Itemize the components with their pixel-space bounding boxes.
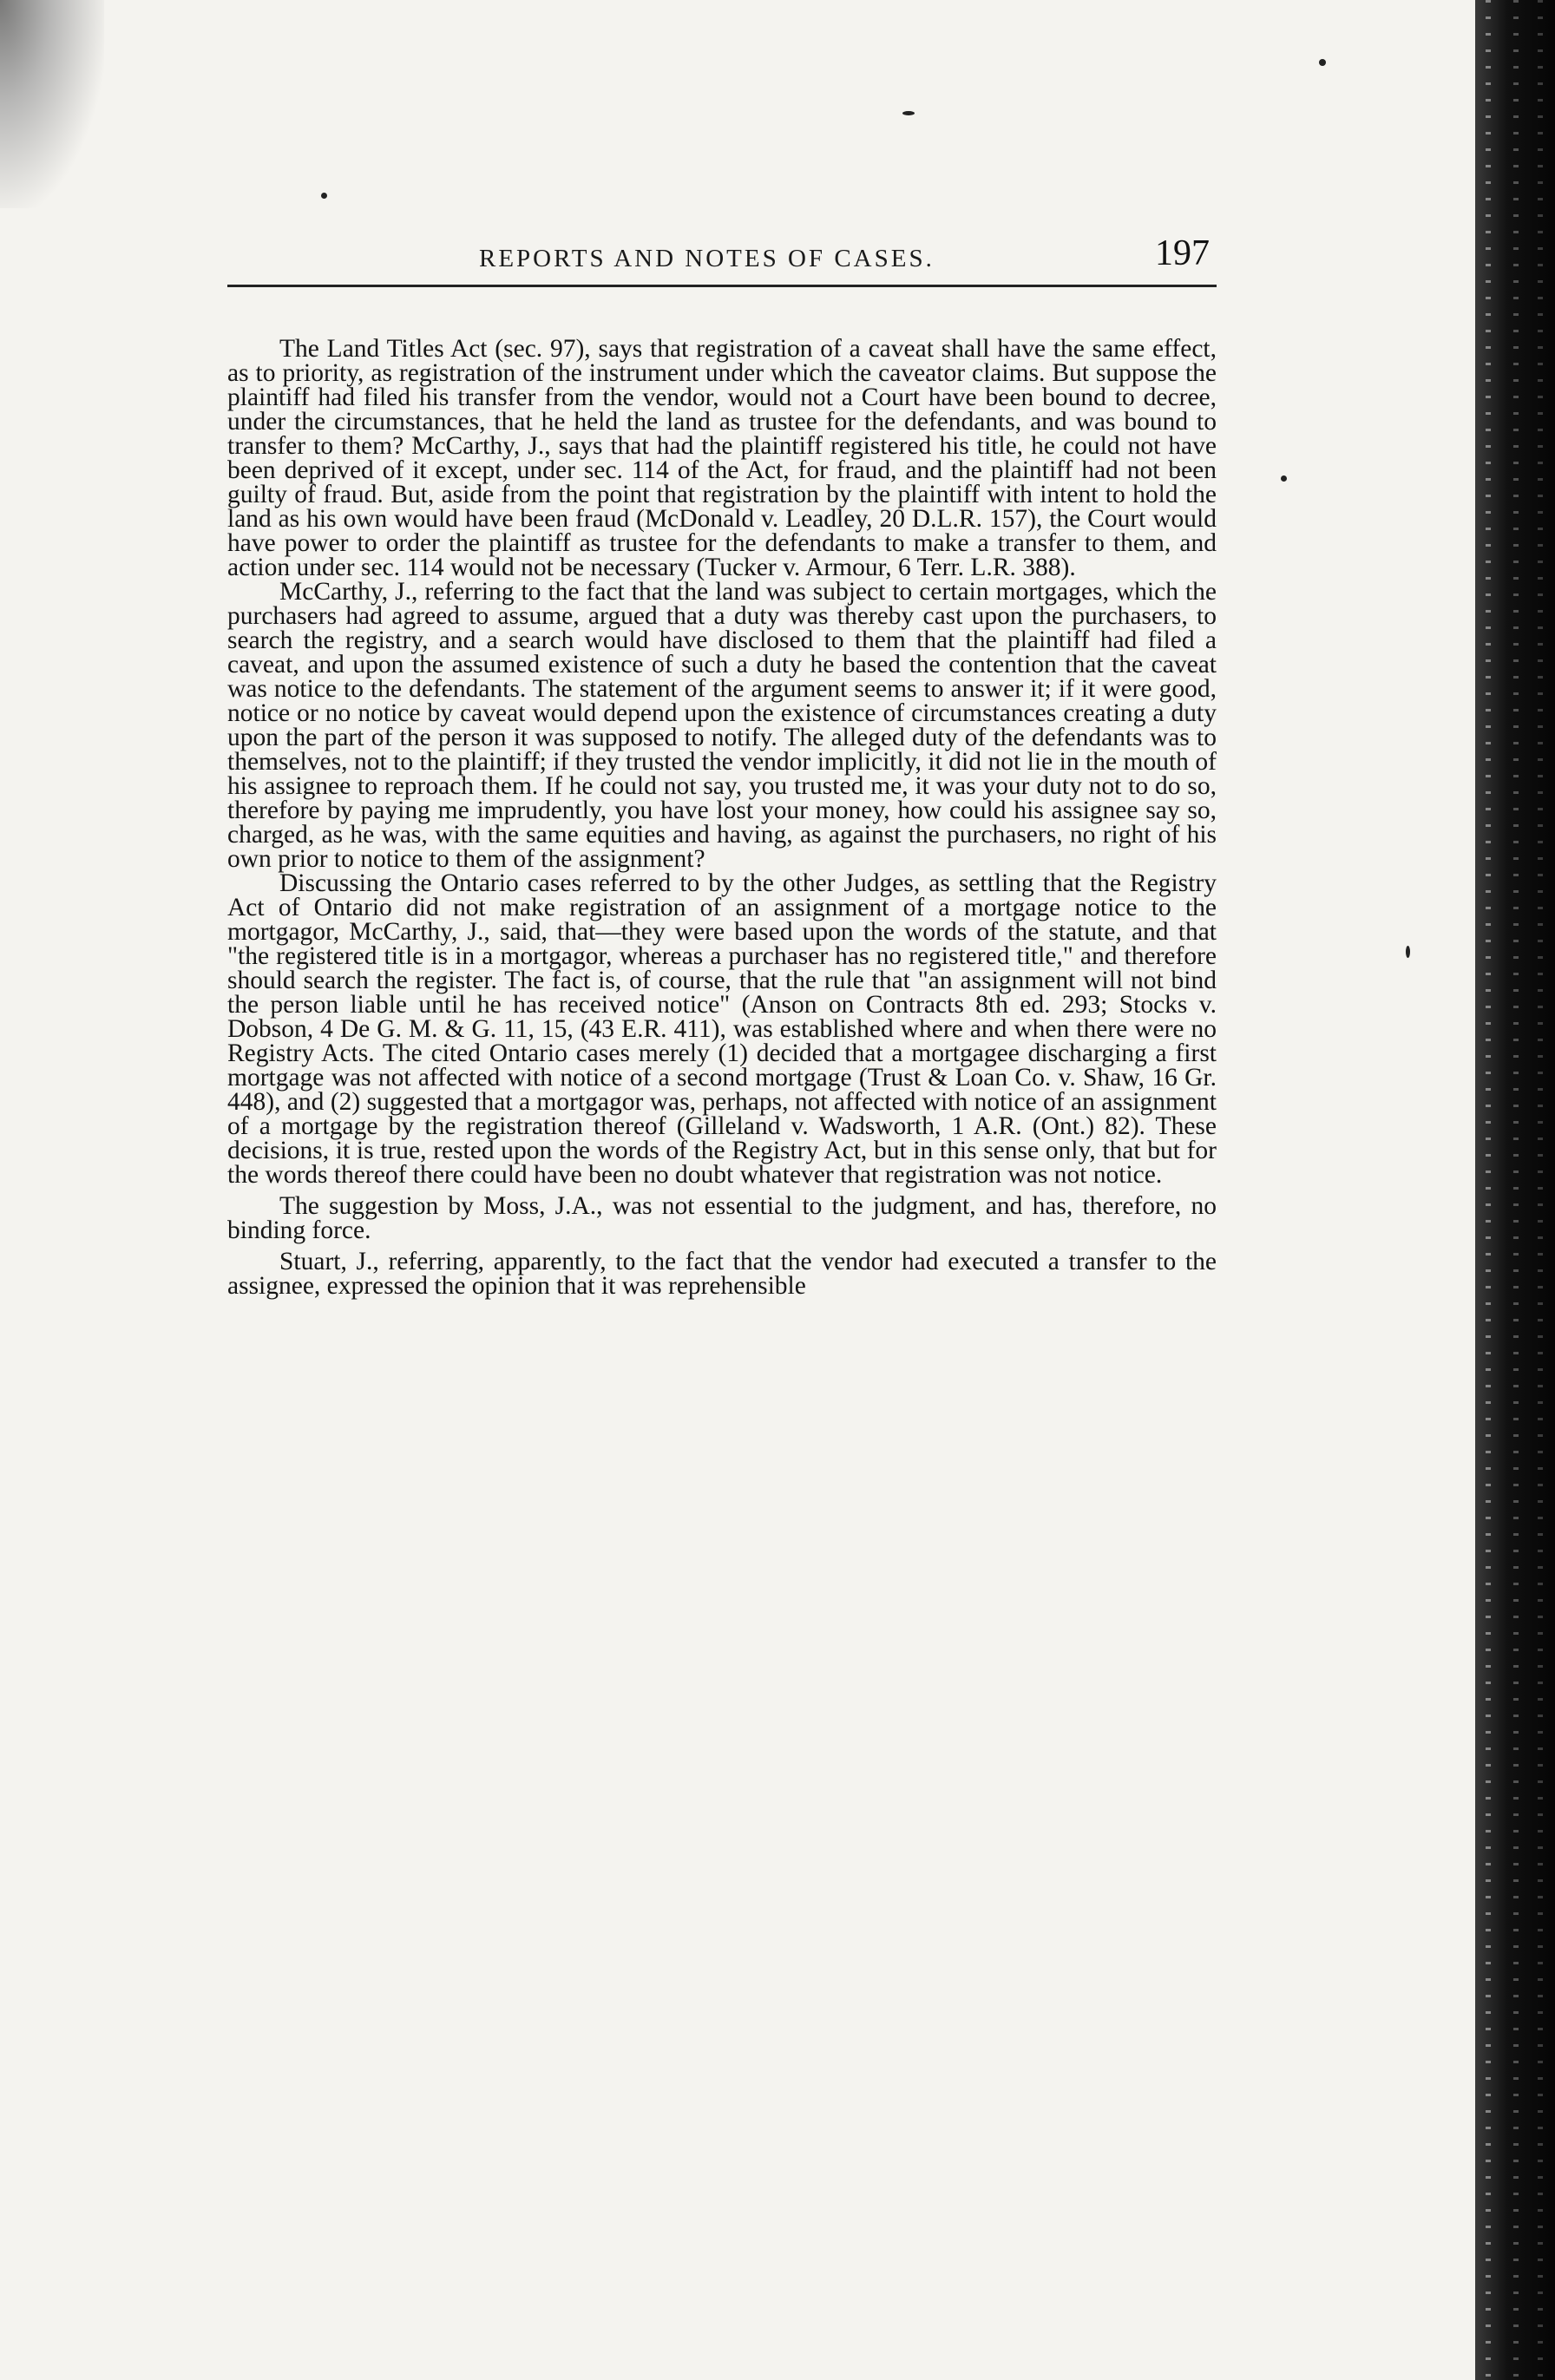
page-number: 197 — [1155, 233, 1210, 273]
scan-edge-speckle — [1486, 0, 1491, 2380]
scan-edge-speckle — [1513, 0, 1519, 2380]
dust-speck — [1406, 946, 1410, 958]
running-title: REPORTS AND NOTES OF CASES. — [479, 245, 935, 272]
body-text — [227, 337, 1217, 1298]
scan-edge-speckle — [1538, 0, 1543, 2380]
paragraph-moss-suggestion: The suggestion by Moss, J.A., was not essential to the judgment, and has, therefore, no binding force. — [227, 1192, 1217, 1244]
dust-speck — [902, 111, 915, 115]
scan-corner-shadow — [0, 0, 104, 208]
dust-speck — [1281, 475, 1287, 482]
dust-speck — [1319, 59, 1326, 66]
running-head — [227, 233, 1217, 287]
paragraph-ontario-cases: Discussing the Ontario cases referred to by the other Judges, as settling that the Registry Act of Ontario did not make registration of an assignment of a mortgage notice to the mortgagor, McCarthy, J., said, that—they were based upon the words of the statute, and that "the registered title is in a mortgagor, whereas a purchaser has no registered title," and therefore should search the register. The fact is, of course, that the rule that "an assignment will not bind the person liable until he has received notice" (Anson on Contracts 8th ed. 293; Stocks v. Dobson, 4 De G. M. & G. 11, 15, (43 E.R. 411), was established where and when there were no Registry Acts. The cited Ontario cases merely (1) decided that a mortgagee discharging a first mortgage was not affected with notice of a second mortgage (Trust & Loan Co. v. Shaw, 16 Gr. 448), and (2) suggested that a mortgagor was, perhaps, not affected with notice of an assignment of a mortgage by the registration thereof (Gilleland v. Wadsworth, 1 A.R. (Ont.) 82). These decisions, it is true, rested upon the words of the Registry Act, but in this sense only, that but for the words thereof there could have been no doubt whatever that registration was not notice. — [227, 869, 1217, 1189]
paragraph-mccarthy-mortgages: McCarthy, J., referring to the fact that the land was subject to certain mortgages, which the purchasers had agreed to assume, argued that a duty was thereby cast upon the purchasers, to search the registry, and a search would have disclosed to them that the plaintiff had filed a caveat, and upon the assumed existence of such a duty he based the contention that the caveat was notice to the defendants. The statement of the argument seems to answer it; if it were good, notice or no notice by caveat would depend upon the existence of circumstances creating a duty upon the part of the person it was supposed to notify. The alleged duty of the defendants was to themselves, not to the plaintiff; if they trusted the vendor implicitly, it did not lie in the mouth of his assignee to reproach them. If he could not say, you trusted me, it was your duty not to do so, therefore by paying me imprudently, you have lost your money, how could his assignee say so, charged, as he was, with the same equities and having, as against the purchasers, no right of his own prior to notice to them of the assignment? — [227, 578, 1217, 873]
dust-speck — [321, 193, 327, 199]
scan-dark-edge — [1475, 0, 1555, 2380]
paragraph-land-titles-act: The Land Titles Act (sec. 97), says that registration of a caveat shall have the same effect, as to priority, as registration of the instrument under which the caveator claims. But suppose the plaintiff had filed his transfer from the vendor, would not a Court have been bound to decree, under the circumstances, that he held the land as trustee for the defendants, and was bound to transfer to them? McCarthy, J., says that had the plaintiff registered his title, he could not have been deprived of it except, under sec. 114 of the Act, for fraud, and the plaintiff had not been guilty of fraud. But, aside from the point that registration by the plaintiff with intent to hold the land as his own would have been fraud (McDonald v. Leadley, 20 D.L.R. 157), the Court would have power to order the plaintiff as trustee for the defendants to make a transfer to them, and action under sec. 114 would not be necessary (Tucker v. Armour, 6 Terr. L.R. 388). — [227, 335, 1217, 581]
paragraph-stuart-opinion: Stuart, J., referring, apparently, to the fact that the vendor had executed a transfer to the assignee, expressed the opinion that it was reprehensible — [227, 1248, 1217, 1300]
